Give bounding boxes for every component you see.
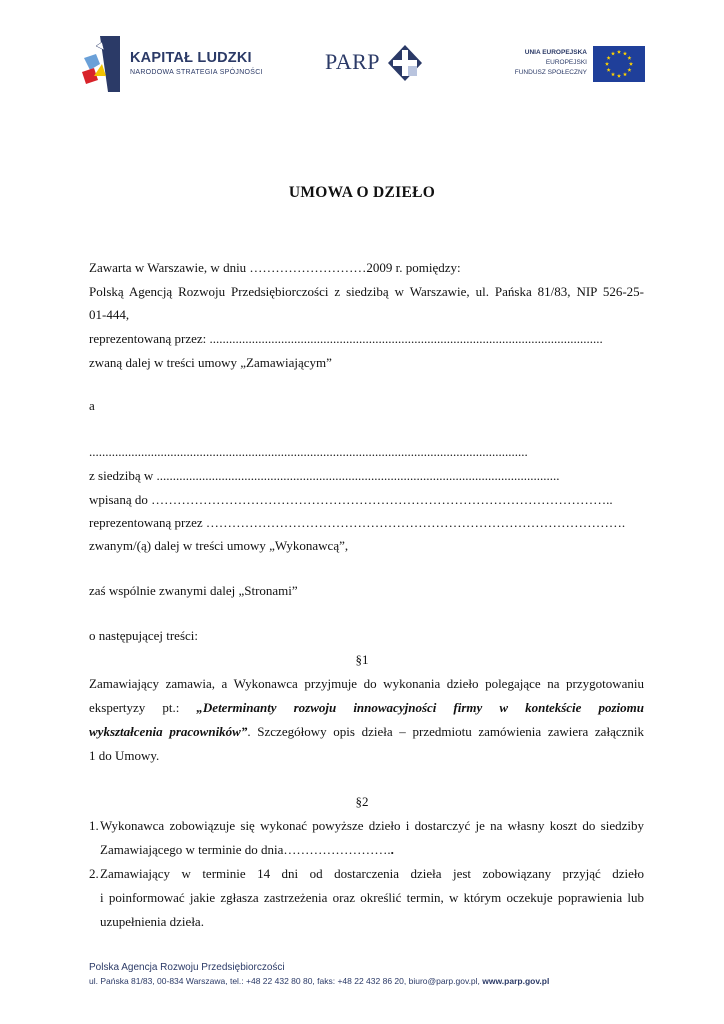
intro-party1-nip: 01-444, bbox=[89, 307, 130, 322]
eu-flag-icon bbox=[593, 46, 645, 82]
intro-party2-representative: reprezentowaną przez ……………………………………………………………………………………. bbox=[89, 515, 626, 530]
footer-organization: Polska Agencja Rozwoju Przedsiębiorczości bbox=[89, 962, 285, 973]
section-2-item2-line3: uzupełnienia dzieła. bbox=[100, 914, 204, 929]
expertise-title-part2: wykształcenia pracowników” bbox=[89, 724, 248, 739]
intro-party2-name: ....................................................................................................................................... bbox=[89, 444, 528, 459]
section-2-item1-line1: Wykonawca zobowiązuje się wykonać powyższe dzieło i dostarczyć je na własny koszt do siedziby bbox=[100, 818, 644, 833]
section-1-heading: §1 bbox=[355, 652, 369, 667]
page-footer bbox=[89, 962, 549, 986]
kapital-ludzki-subtitle: NARODOWA STRATEGIA SPÓJNOŚCI bbox=[130, 69, 263, 76]
intro-party2-register: wpisaną do …………………………………………………………………………………………….. bbox=[89, 492, 613, 507]
section-1-line2-pre: ekspertyzy pt.: bbox=[89, 700, 197, 715]
section-2-item2-line2: i poinformować jakie zgłasza zastrzeżenia oraz określić termin, w którym oczekuje poprawienia lub bbox=[100, 890, 644, 905]
parp-logo bbox=[325, 44, 425, 84]
eu-logo-text bbox=[515, 48, 587, 78]
section-2-item1-number: 1. bbox=[89, 818, 99, 833]
intro-parties-alias: zaś wspólnie zwanymi dalej „Stronami” bbox=[89, 583, 298, 598]
section-2-heading: §2 bbox=[355, 794, 369, 809]
intro-party1-representative: reprezentowaną przez: ......................................................................................................................... bbox=[89, 331, 603, 346]
parp-logo-text: PARP bbox=[325, 49, 381, 74]
intro-and: a bbox=[89, 398, 95, 413]
section-1-line4: 1 do Umowy. bbox=[89, 748, 160, 763]
section-1-line1: Zamawiający zamawia, a Wykonawca przyjmuje do wykonania dzieło polegające na przygotowaniu bbox=[89, 676, 644, 691]
eu-fund-line1: EUROPEJSKI bbox=[545, 59, 587, 66]
eu-fund-line2: FUNDUSZ SPOŁECZNY bbox=[514, 69, 587, 76]
intro-party2-seat: z siedzibą w ............................................................................................................................ bbox=[89, 468, 560, 483]
intro-party1-alias: zwaną dalej w treści umowy „Zamawiającym” bbox=[89, 355, 332, 370]
kapital-ludzki-emblem-icon bbox=[80, 36, 120, 92]
section-1-line2 bbox=[89, 700, 644, 716]
footer-contact bbox=[89, 976, 549, 986]
expertise-title-part1: „Determinanty rozwoju innowacyjności firmy w kontekście poziomu bbox=[196, 700, 644, 715]
section-2-item2-number: 2. bbox=[89, 866, 99, 881]
kapital-ludzki-logo bbox=[80, 36, 270, 94]
section-1-line3 bbox=[89, 724, 644, 740]
section-2-item2-line1: Zamawiający w terminie 14 dni od dostarczenia dzieła jest zobowiązany przyjąć dzieło bbox=[100, 866, 644, 881]
parp-emblem-icon bbox=[387, 44, 423, 82]
eu-logo bbox=[505, 44, 645, 84]
document-title: UMOWA O DZIEŁO bbox=[288, 184, 436, 201]
kapital-ludzki-title: KAPITAŁ LUDZKI bbox=[130, 50, 252, 66]
footer-website-link[interactable]: www.parp.gov.pl bbox=[482, 976, 550, 986]
section-1-line3-post: . Szczegółowy opis dzieła – przedmiotu zamówienia zawiera załącznik bbox=[247, 724, 644, 739]
footer-address: ul. Pańska 81/83, 00-834 Warszawa, tel.: +48 22 432 80 80, faks: +48 22 432 86 20, biuro@parp.gov.pl, bbox=[89, 976, 483, 986]
intro-party2-alias: zwanym/(ą) dalej w treści umowy „Wykonawcą”, bbox=[89, 538, 349, 553]
intro-content-label: o następującej treści: bbox=[89, 628, 199, 643]
section-2-item1-end: . bbox=[390, 842, 394, 857]
section-2-item1-line2 bbox=[100, 842, 394, 858]
intro-date-line: Zawarta w Warszawie, w dniu ………………………2009 r. pomiędzy: bbox=[89, 260, 461, 275]
intro-party1-line: Polską Agencją Rozwoju Przedsiębiorczości z siedzibą w Warszawie, ul. Pańska 81/83, NIP 526-25- bbox=[89, 284, 644, 299]
eu-name: UNIA EUROPEJSKA bbox=[524, 49, 587, 56]
section-2-item1-deadline: Zamawiającego w terminie do dnia……………………. bbox=[100, 842, 391, 857]
